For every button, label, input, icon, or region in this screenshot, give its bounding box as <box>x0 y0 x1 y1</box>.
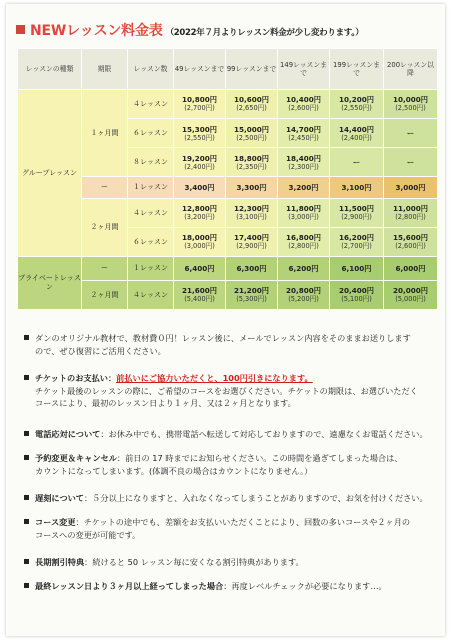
price-cell: 21,600円 (5,400円) <box>174 280 226 309</box>
price-cell: 10,600円 (2,650円) <box>226 89 278 118</box>
title-main: NEWレッスン料金表 <box>30 23 163 39</box>
lesson-count-cell: ６レッスン <box>128 119 174 148</box>
price-cell: 6,100円 <box>330 257 384 281</box>
price-cell: ー <box>384 119 438 148</box>
price-cell: 6,300円 <box>226 257 278 281</box>
lesson-count-cell: ４レッスン <box>128 89 174 118</box>
note-phone: 電話応対について：お休み中でも、携帯電話へ転送して対応しておりますので、遠慮なくお電話ください。 <box>24 428 440 441</box>
price-cell: 10,800円 (2,700円) <box>174 89 226 118</box>
period-cell: １ヶ月間 <box>82 89 128 176</box>
price-cell: 20,400円 (5,100円) <box>330 280 384 309</box>
bullet-icon <box>24 583 29 588</box>
lesson-count-cell: ４レッスン <box>128 280 174 309</box>
period-cell: ー <box>82 257 128 281</box>
note-long-term-discount: 長期割引特典：続けると 50 レッスン毎に安くなる割引特典があります。 <box>24 556 440 569</box>
note-level-check: 最終レッスン日より３ヶ月以上経ってしまった場合：再度レベルチェックが必要になります…。 <box>24 580 440 593</box>
price-cell: 11,800円 (3,000円) <box>278 198 330 227</box>
price-cell: 14,700円 (2,450円) <box>278 119 330 148</box>
price-cell: 20,000円 (5,000円) <box>384 280 438 309</box>
price-cell: 10,200円 (2,550円) <box>330 89 384 118</box>
bullet-icon <box>24 335 29 340</box>
header-cell: レッスン数 <box>128 49 174 90</box>
price-cell: 18,400円 (2,300円) <box>278 148 330 177</box>
price-cell: 3,400円 <box>174 177 226 199</box>
price-table <box>17 48 438 310</box>
price-cell: 3,000円 <box>384 177 438 199</box>
header-cell: 99レッスンまで <box>226 49 278 90</box>
lesson-count-cell: ４レッスン <box>128 198 174 227</box>
note-lateness: 遅刻について：５分以上になりますと、入れなくなってしまうことがありますので、お気を付けください。 <box>24 492 440 505</box>
bullet-icon <box>24 431 29 436</box>
bullet-icon <box>24 559 29 564</box>
price-cell: ー <box>384 148 438 177</box>
price-cell: 11,000円 (2,800円) <box>384 198 438 227</box>
header-cell: 149レッスンまで <box>278 49 330 90</box>
bullet-icon <box>24 455 29 460</box>
title-bullet-icon <box>16 25 25 34</box>
price-cell: ー <box>330 148 384 177</box>
price-cell: 10,000円 (2,500円) <box>384 89 438 118</box>
page-title <box>16 20 436 42</box>
price-cell: 10,400円 (2,600円) <box>278 89 330 118</box>
price-cell: 15,000円 (2,500円) <box>226 119 278 148</box>
header-cell: レッスンの種類 <box>18 49 82 90</box>
note-cancellation: 予約変更＆キャンセル：前日の 17 時までにお知らせください。この時間を過ぎてしまった場合は、 カウントになってしまいます。(体調不良の場合はカウントになりません。） <box>24 452 440 477</box>
price-cell: 6,000円 <box>384 257 438 281</box>
header-cell: 200レッスン以降 <box>384 49 438 90</box>
price-cell: 16,800円 (2,800円) <box>278 227 330 256</box>
price-cell: 19,200円 (2,400円) <box>174 148 226 177</box>
price-cell: 18,800円 (2,350円) <box>226 148 278 177</box>
period-cell: ー <box>82 177 128 199</box>
price-cell: 12,800円 (3,200円) <box>174 198 226 227</box>
price-cell: 16,200円 (2,700円) <box>330 227 384 256</box>
lesson-count-cell: １レッスン <box>128 257 174 281</box>
price-cell: 17,400円 (2,900円) <box>226 227 278 256</box>
private-lesson-cell: プライベートレッスン <box>18 257 82 310</box>
price-cell: 15,300円 (2,550円) <box>174 119 226 148</box>
table-row <box>18 89 438 118</box>
header-cell: 49レッスンまで <box>174 49 226 90</box>
price-cell: 14,400円 (2,400円) <box>330 119 384 148</box>
price-cell: 3,200円 <box>278 177 330 199</box>
bullet-icon <box>24 519 29 524</box>
price-cell: 11,500円 (2,900円) <box>330 198 384 227</box>
table-row <box>18 257 438 281</box>
title-sub: （2022年７月よりレッスン料金が少し変わります。） <box>165 28 364 38</box>
lesson-count-cell: ８レッスン <box>128 148 174 177</box>
period-cell: ２ヶ月間 <box>82 198 128 256</box>
header-cell: 期限 <box>82 49 128 90</box>
price-cell: 3,300円 <box>226 177 278 199</box>
note-payment: チケットのお支払い：前払いにご協力いただくと、100円引きになります。 チケット最後のレッスンの際に、ご希望のコースをお選びください。チケットの期限は、お選びいただく コースにより、最初のレッスン日より１ヶ月、又は２ヶ月となります。 <box>24 372 440 410</box>
bullet-icon <box>24 375 29 380</box>
price-cell: 12,300円 (3,100円) <box>226 198 278 227</box>
bullet-icon <box>24 495 29 500</box>
price-cell: 20,800円 (5,200円) <box>278 280 330 309</box>
lesson-count-cell: ６レッスン <box>128 227 174 256</box>
period-cell: ２ヶ月間 <box>82 280 128 309</box>
group-lesson-cell: グループレッスン <box>18 89 82 256</box>
price-cell: 3,100円 <box>330 177 384 199</box>
price-cell: 18,000円 (3,000円) <box>174 227 226 256</box>
table-header-row <box>18 49 438 90</box>
price-cell: 21,200円 (5,300円) <box>226 280 278 309</box>
price-cell: 6,200円 <box>278 257 330 281</box>
price-cell: 6,400円 <box>174 257 226 281</box>
price-cell: 15,600円 (2,600円) <box>384 227 438 256</box>
header-cell: 199レッスンまで <box>330 49 384 90</box>
note-materials: ダンのオリジナル教材で、教材費０円！レッスン後に、メールでレッスン内容をそのままお送りします ので、ぜひ復習にご活用ください。 <box>24 332 440 357</box>
lesson-count-cell: １レッスン <box>128 177 174 199</box>
note-course-change: コース変更：チケットの途中でも、差額をお支払いいただくことにより、回数の多いコースや２ヶ月の コースへの変更が可能です。 <box>24 516 440 541</box>
